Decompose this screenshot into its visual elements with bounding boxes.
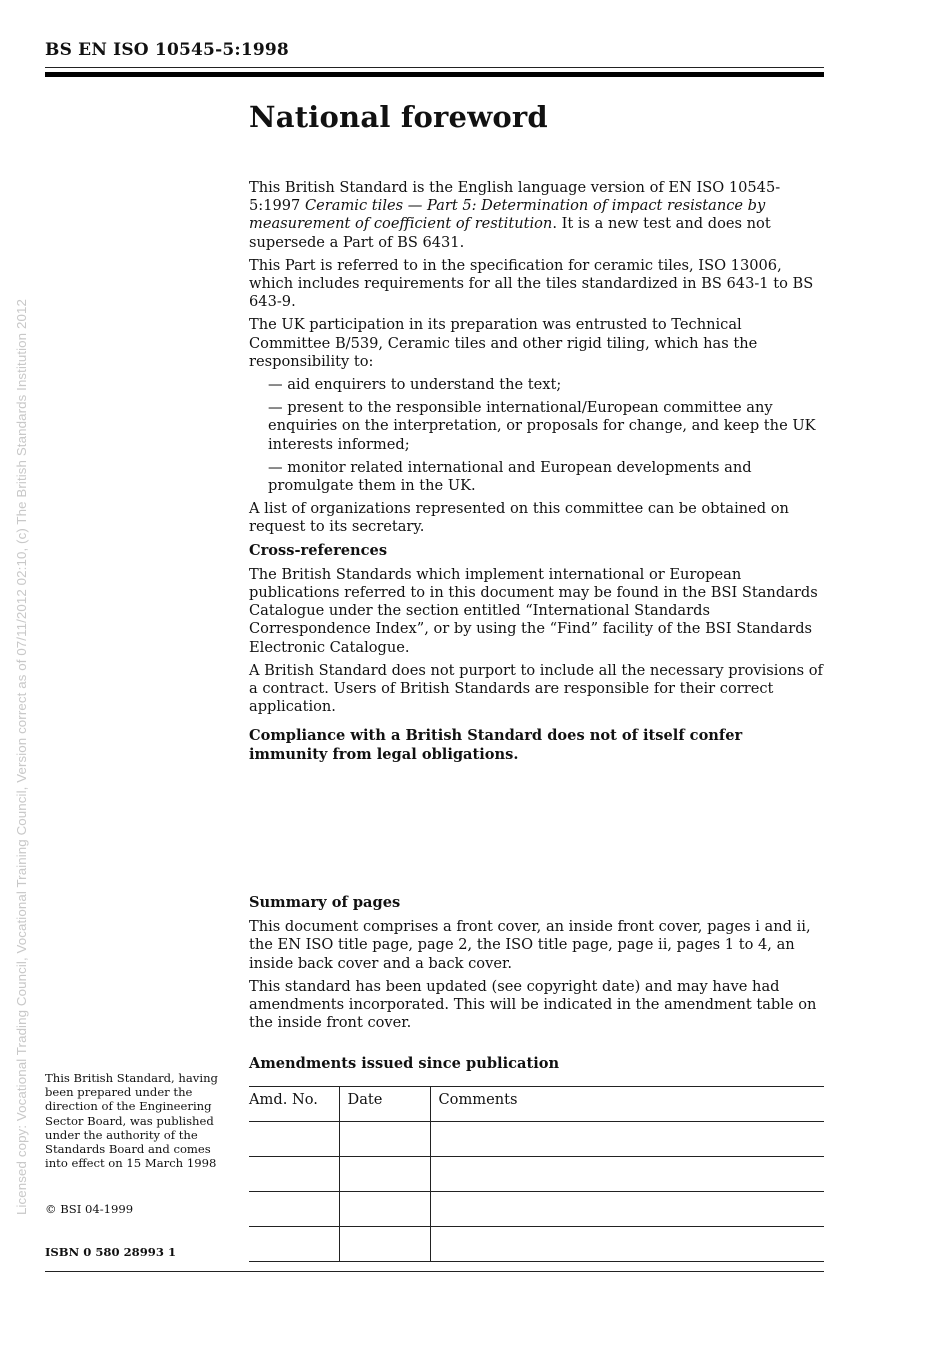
cross-references-heading: Cross-references bbox=[249, 541, 388, 559]
publication-note: This British Standard, having been prepared under the direction of the Engineering Sector Board, was published under the authority of the Standards Board and comes into effect on 15 March 1998 bbox=[45, 1071, 218, 1171]
intro-tail: . It is a new test and does not supersede a Part of BS 6431. bbox=[249, 215, 771, 251]
responsibility-item: — present to the responsible international/European committee any enquiries on the interpretation, or proposals for change, and keep the UK interests informed; bbox=[268, 399, 816, 453]
provisions-paragraph: A British Standard does not purport to include all the necessary provisions of a contract. Users of British Standards are responsible for their correct application. bbox=[249, 661, 823, 716]
updated-paragraph: This standard has been updated (see copyright date) and may have had amendments incorporated. This will be indicated in the amendment table on the inside front cover. bbox=[249, 977, 817, 1032]
summary-of-pages bbox=[249, 894, 824, 1032]
table-row bbox=[249, 1192, 824, 1227]
isbn: ISBN 0 580 28993 1 bbox=[45, 1245, 177, 1259]
table-row bbox=[249, 1157, 824, 1192]
copyright-notice: © BSI 04-1999 bbox=[45, 1202, 134, 1216]
footer-rule bbox=[45, 1271, 824, 1272]
intro-standard-title: Ceramic tiles — Part 5: Determination of impact resistance by measurement of coefficient of restitution bbox=[249, 197, 766, 233]
organizations-paragraph: A list of organizations represented on this committee can be obtained on request to its secretary. bbox=[249, 500, 789, 536]
cross-references-paragraph: The British Standards which implement international or European publications referred to in this document may be found in the BSI Standards Catalogue under the section entitled “International Standards Correspondence Index”, or by using the “Find” facility of the BSI Standards Electronic Catalogue. bbox=[249, 565, 818, 656]
amendments-heading: Amendments issued since publication bbox=[249, 1055, 560, 1072]
license-watermark: Licensed copy: Vocational Trading Council, Vocational Training Council, Version correct as of 07/11/2012 02:10, (c) The British Standards Institution 2012 bbox=[14, 299, 29, 1215]
intro-paragraph bbox=[249, 179, 824, 252]
summary-heading: Summary of pages bbox=[249, 893, 401, 911]
foreword-body bbox=[249, 179, 824, 1037]
responsibility-item: — monitor related international and European developments and promulgate them in the UK. bbox=[268, 458, 752, 495]
column-header-date: Date bbox=[339, 1087, 430, 1122]
table-row bbox=[249, 1122, 824, 1157]
intro-lead: This British Standard is the English language version of EN ISO 10545-5:1997 bbox=[249, 179, 781, 215]
page-title: National foreword bbox=[249, 100, 548, 134]
column-header-comments: Comments bbox=[430, 1087, 824, 1122]
standard-id-header: BS EN ISO 10545-5:1998 bbox=[45, 40, 289, 60]
amendments-table bbox=[249, 1086, 824, 1262]
responsibility-item: — aid enquirers to understand the text; bbox=[268, 376, 562, 394]
header-rule-thin bbox=[45, 67, 824, 68]
column-header-amd-no: Amd. No. bbox=[249, 1087, 339, 1122]
table-row bbox=[249, 1227, 824, 1262]
participation-paragraph: The UK participation in its preparation was entrusted to Technical Committee B/539, Ceramic tiles and other rigid tiling, which has the responsibility to: bbox=[249, 316, 758, 370]
table-header-row bbox=[249, 1087, 824, 1122]
referred-paragraph: This Part is referred to in the specification for ceramic tiles, ISO 13006, which includes requirements for all the tiles standardized in BS 643-1 to BS 643-9. bbox=[249, 256, 814, 311]
summary-paragraph: This document comprises a front cover, an inside front cover, pages i and ii, the EN ISO title page, page 2, the ISO title page, page ii, pages 1 to 4, an inside back cover and a back cover. bbox=[249, 918, 811, 972]
header-rule-thick bbox=[45, 72, 824, 77]
compliance-notice: Compliance with a British Standard does not of itself confer immunity from legal obligations. bbox=[249, 727, 743, 763]
